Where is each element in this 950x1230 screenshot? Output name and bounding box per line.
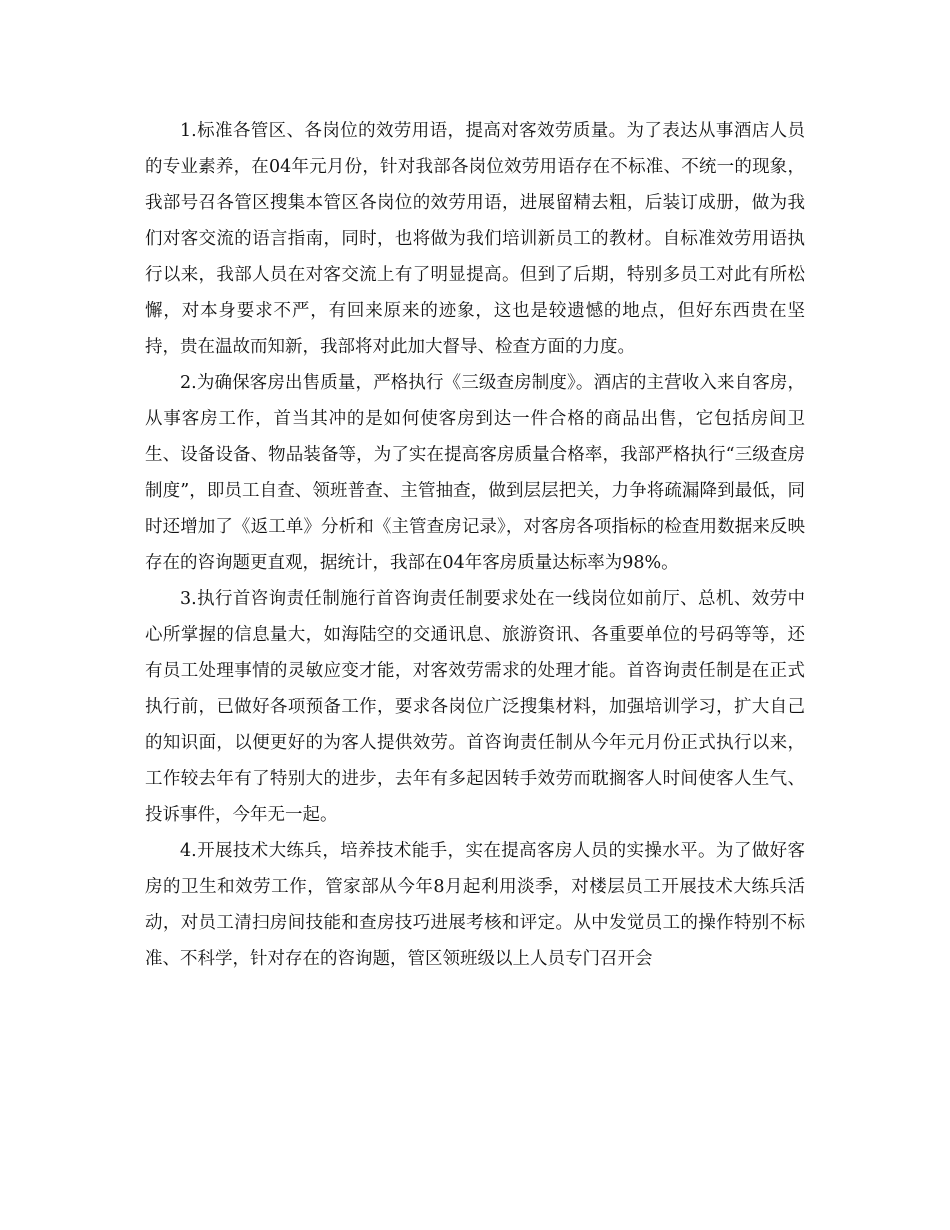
paragraph-4: 4.开展技术大练兵，培养技术能手，实在提高客房人员的实操水平。为了做好客房的卫生和效劳工作，管家部从今年8月起利用淡季，对楼层员工开展技术大练兵活动，对员工清扫房间技能和查房技巧进展考核和评定。从中发觉员工的操作特别不标准、不科学，针对存在的咨询题，管区领班级以上人员专门召开会	[145, 841, 805, 969]
document-body	[145, 113, 805, 977]
paragraph-2: 2.为确保客房出售质量，严格执行《三级查房制度》。酒店的主营收入来自客房，从事客房工作，首当其冲的是如何使客房到达一件合格的商品出售，它包括房间卫生、设备设备、物品装备等，为了实在提高客房质量合格率，我部严格执行“三级查房制度”，即员工自查、领班普查、主管抽查，做到层层把关，力争将疏漏降到最低，同时还增加了《返工单》分析和《主管查房记录》，对客房各项指标的检查用数据来反映存在的咨询题更直观，据统计，我部在04年客房质量达标率为98%。	[145, 373, 805, 573]
paragraph-3: 3.执行首咨询责任制施行首咨询责任制要求处在一线岗位如前厅、总机、效劳中心所掌握的信息量大，如海陆空的交通讯息、旅游资讯、各重要单位的号码等等，还有员工处理事情的灵敏应变才能，对客效劳需求的处理才能。首咨询责任制是在正式执行前，已做好各项预备工作，要求各岗位广泛搜集材料，加强培训学习，扩大自己的知识面，以便更好的为客人提供效劳。首咨询责任制从今年元月份正式执行以来，工作较去年有了特别大的进步，去年有多起因转手效劳而耽搁客人时间使客人生气、投诉事件，今年无一起。	[145, 589, 805, 825]
paragraph-1: 1.标准各管区、各岗位的效劳用语，提高对客效劳质量。为了表达从事酒店人员的专业素养，在04年元月份，针对我部各岗位效劳用语存在不标准、不统一的现象，我部号召各管区搜集本管区各岗位的效劳用语，进展留精去粗，后装订成册，做为我们对客交流的语言指南，同时，也将做为我们培训新员工的教材。自标准效劳用语执行以来，我部人员在对客交流上有了明显提高。但到了后期，特别多员工对此有所松懈，对本身要求不严，有回来原来的迹象，这也是较遗憾的地点，但好东西贵在坚持，贵在温故而知新，我部将对此加大督导、检查方面的力度。	[145, 121, 805, 357]
